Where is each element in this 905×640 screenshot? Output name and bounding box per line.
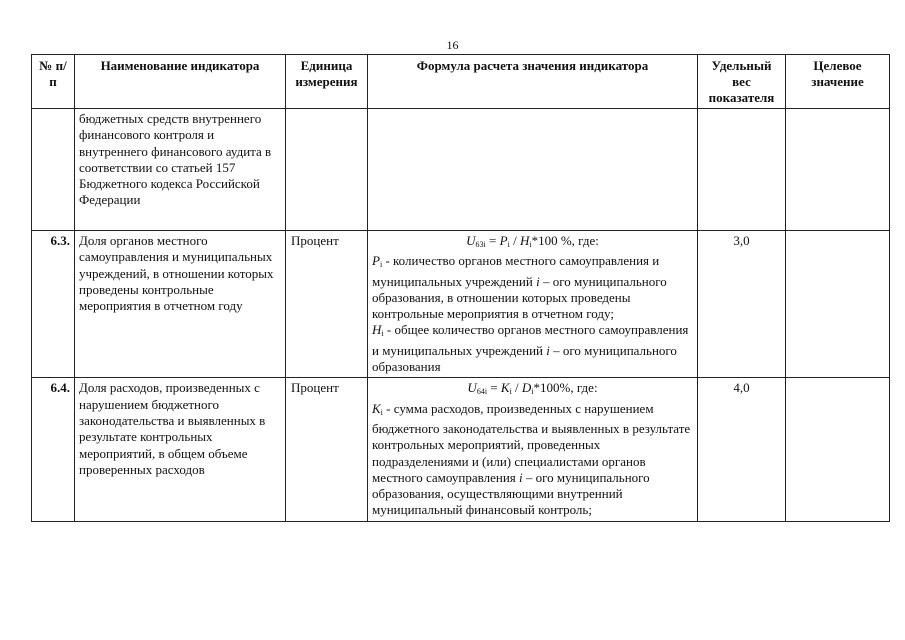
table-row <box>32 231 890 378</box>
indicator-name: Доля органов местного самоуправления и муниципальных учреждений, в отношении которых проведены контрольные мероприятия в отчетном году <box>75 231 286 378</box>
table-row <box>32 109 890 231</box>
formula-cell <box>368 378 698 521</box>
row-num: 6.4. <box>32 378 75 521</box>
header-formula: Формула расчета значения индикатора <box>368 55 698 109</box>
weight-cell <box>698 109 786 231</box>
indicators-table <box>31 54 890 522</box>
header-target: Целевое значение <box>786 55 890 109</box>
target-cell <box>786 231 890 378</box>
indicator-name: Доля расходов, произведенных с нарушением бюджетного законодательства и выявленных в результате контрольных мероприятий, в общем объеме проверенных расходов <box>75 378 286 521</box>
target-cell <box>786 109 890 231</box>
formula-cell <box>368 231 698 378</box>
formula-cell <box>368 109 698 231</box>
weight-cell: 4,0 <box>698 378 786 521</box>
unit-cell: Процент <box>286 378 368 521</box>
header-name: Наименование индикатора <box>75 55 286 109</box>
indicator-name: бюджетных средств внутреннего финансового контроля и внутреннего финансового аудита в соответствии со статьей 157 Бюджетного кодекса Российской Федерации <box>75 109 286 231</box>
target-cell <box>786 378 890 521</box>
row-num: 6.3. <box>32 231 75 378</box>
formula-expression: $U_{64i} = K_i / D_i*100\%$, где: <box>467 380 598 397</box>
weight-cell: 3,0 <box>698 231 786 378</box>
formula-definition: $P_i$ - количество органов местного самоуправления и муниципальных учреждений i – ого муниципального образования, в отношении которых проведены контрольные мероприятия в отчетном году; <box>372 253 667 322</box>
formula-expression: $U_{63i} = P_i / H_i*100$ %, где: <box>466 233 599 249</box>
header-weight: Удельный вес показателя <box>698 55 786 109</box>
formula-definition: $H_i$ - общее количество органов местного самоуправления и муниципальных учреждений i – ого муниципального образования <box>372 322 689 375</box>
formula-definition: $K_i$ - сумма расходов, произведенных с нарушением бюджетного законодательства и выявленных в результате контрольных мероприятий, проведенных подразделениями и (или) специалистами органов местного самоуправления i – ого муниципального образования, осуществляющими внутренний муниципальный финансовый контроль; <box>372 400 691 518</box>
header-unit: Единица измерения <box>286 55 368 109</box>
unit-cell: Процент <box>286 231 368 378</box>
page-number: 16 <box>446 38 459 52</box>
row-num <box>32 109 75 231</box>
header-num: № п/п <box>32 55 75 109</box>
table-header-row <box>32 55 890 109</box>
table-row <box>32 378 890 521</box>
unit-cell <box>286 109 368 231</box>
